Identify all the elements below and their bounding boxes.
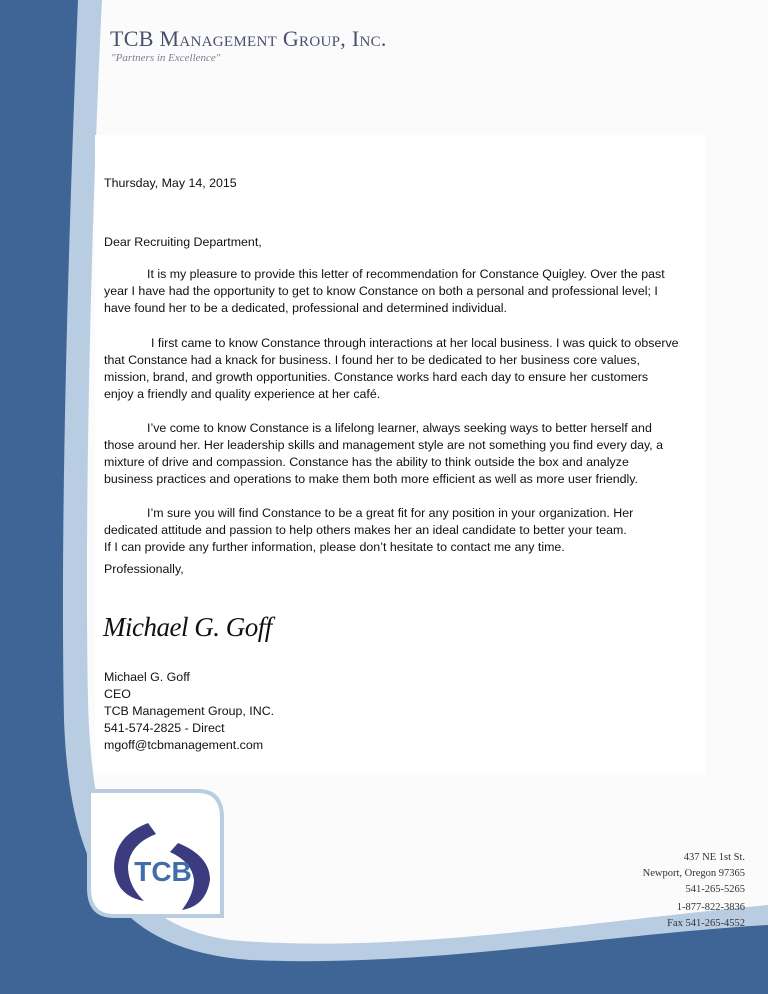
letter-date: Thursday, May 14, 2015 <box>104 176 237 190</box>
logo-text: TCB <box>134 856 192 887</box>
street: 437 NE 1st St. <box>683 852 745 863</box>
paragraph-line: I’ve come to know Constance is a lifelong learner, always seeking ways to better herself and <box>147 421 652 435</box>
signer-name: Michael G. Goff <box>104 670 190 684</box>
paragraph-line: It is my pleasure to provide this letter of recommendation for Constance Quigley. Over the past <box>147 267 665 281</box>
city: Newport, Oregon 97365 <box>642 868 745 879</box>
paragraph-line: business practices and operations to make them both more efficient as well as more user friendly. <box>104 472 638 486</box>
footer-phones <box>667 900 745 932</box>
signer-company: TCB Management Group, INC. <box>104 704 275 718</box>
paragraph-line: those around her. Her leadership skills and management style are not something you find every day, a <box>104 438 664 452</box>
paragraph-line: year I have had the opportunity to get to know Constance on both a personal and professional level; I <box>104 284 658 298</box>
fax: Fax 541-265-4552 <box>667 918 745 929</box>
salutation: Dear Recruiting Department, <box>104 235 262 249</box>
handwritten-signature: Michael G. Goff <box>103 612 272 642</box>
signer-title: CEO <box>104 687 131 701</box>
company-tagline: "Partners in Excellence" <box>111 52 221 64</box>
signer-email: mgoff@tcbmanagement.com <box>104 738 264 752</box>
tcb-logo <box>86 788 228 920</box>
company-name: TCB Management Group, Inc. <box>110 26 387 51</box>
paragraph-line: that Constance had a knack for business. I found her to be dedicated to her business core values, <box>104 353 640 367</box>
paragraph-line: I first came to know Constance through interactions at her local business. I was quick to observe <box>151 336 679 350</box>
signer-phone: 541-574-2825 - Direct <box>104 721 225 735</box>
office-phone: 541-265-5265 <box>685 884 745 895</box>
closing: Professionally, <box>104 562 184 576</box>
paragraph-line: enjoy a friendly and quality experience at her café. <box>104 387 381 401</box>
toll-free-phone: 1-877-822-3836 <box>676 902 745 913</box>
footer-address <box>643 850 745 898</box>
paragraph-line: If I can provide any further information, please don’t hesitate to contact me any time. <box>104 540 565 554</box>
paragraph-line: I’m sure you will find Constance to be a great fit for any position in your organization. Her <box>147 506 634 520</box>
paragraph-line: mixture of drive and compassion. Constance has the ability to think outside the box and analyze <box>104 455 629 469</box>
paragraph-line: mission, brand, and growth opportunities. Constance works hard each day to ensure her customers <box>104 370 649 384</box>
paragraph-line: have found her to be a dedicated, professional and determined individual. <box>104 301 507 315</box>
paragraph-line: dedicated attitude and passion to help others makes her an ideal candidate to better your team. <box>104 523 627 537</box>
